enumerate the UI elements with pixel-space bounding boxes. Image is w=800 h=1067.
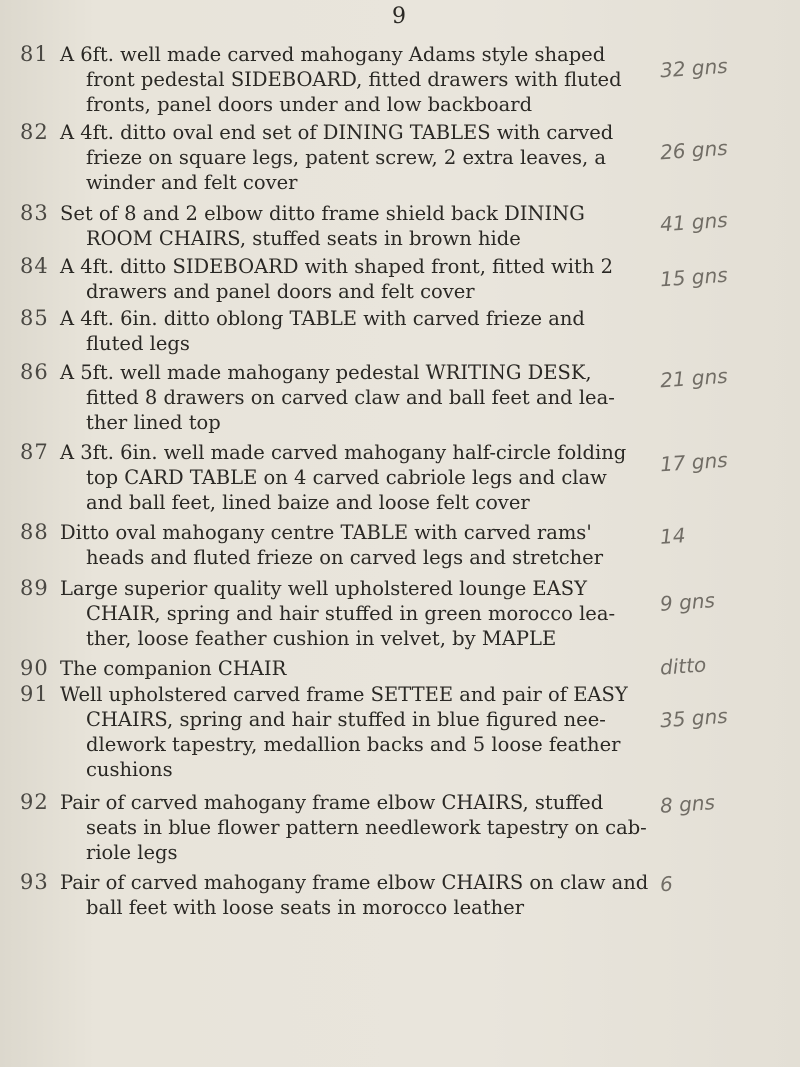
lot-line: and ball feet, lined baize and loose felt cover (86, 491, 530, 514)
lot-line: CHAIR, spring and hair stuffed in green morocco lea- (86, 602, 616, 625)
lot-line: heads and fluted frieze on carved legs and stretcher (86, 546, 604, 569)
lot-description (60, 440, 652, 515)
lot-line: riole legs (86, 841, 178, 864)
lot-number: 88 (20, 520, 49, 544)
lot-line: ther lined top (86, 411, 221, 434)
lot-line: frieze on square legs, patent screw, 2 extra leaves, a (86, 146, 606, 169)
handwritten-price: 9 gns (659, 588, 716, 616)
lot-line: The companion CHAIR (60, 657, 287, 680)
lot-description (60, 656, 652, 681)
lot-number: 89 (20, 576, 49, 600)
lot-description (60, 254, 652, 304)
handwritten-price: 21 gns (659, 363, 729, 393)
lot-line: Large superior quality well upholstered lounge EASY (60, 577, 587, 600)
lot-line: seats in blue flower pattern needlework tapestry on cab- (86, 816, 647, 839)
lot-line: fluted legs (86, 332, 190, 355)
lot-line: ball feet with loose seats in morocco leather (86, 896, 525, 919)
lot-number: 84 (20, 254, 49, 278)
lot-description (60, 576, 652, 651)
handwritten-price: 8 gns (659, 790, 716, 818)
lot-line: ther, loose feather cushion in velvet, by MAPLE (86, 627, 557, 650)
lot-number: 86 (20, 360, 49, 384)
lot-description (60, 682, 652, 782)
lot-line: ROOM CHAIRS, stuffed seats in brown hide (86, 227, 521, 250)
lot-line: CHAIRS, spring and hair stuffed in blue figured nee- (86, 708, 606, 731)
lot-line: drawers and panel doors and felt cover (86, 280, 475, 303)
lot-line: Pair of carved mahogany frame elbow CHAIRS on claw and (60, 871, 649, 894)
lot-description (60, 870, 652, 920)
lot-number: 82 (20, 120, 49, 144)
lot-line: front pedestal SIDEBOARD, fitted drawers with fluted (86, 68, 622, 91)
lot-number: 83 (20, 201, 49, 225)
lot-line: Well upholstered carved frame SETTEE and pair of EASY (60, 683, 628, 706)
page-number: 9 (392, 4, 406, 29)
handwritten-price: 35 gns (659, 703, 729, 733)
lot-description (60, 790, 652, 865)
lot-line: dlework tapestry, medallion backs and 5 loose feather (86, 733, 621, 756)
lot-description (60, 120, 652, 195)
handwritten-price: 17 gns (659, 447, 729, 477)
lot-line: A 4ft. ditto oval end set of DINING TABLES with carved (60, 121, 614, 144)
lot-description (60, 520, 652, 570)
lot-line: A 5ft. well made mahogany pedestal WRITING DESK, (60, 361, 592, 384)
lot-line: A 6ft. well made carved mahogany Adams style shaped (60, 43, 606, 66)
lot-line: winder and felt cover (86, 171, 298, 194)
lot-number: 85 (20, 306, 49, 330)
handwritten-price: 41 gns (659, 207, 729, 237)
lot-number: 81 (20, 42, 49, 66)
lot-line: A 4ft. ditto SIDEBOARD with shaped front, fitted with 2 (60, 255, 613, 278)
lot-number: 90 (20, 656, 49, 680)
handwritten-price: 32 gns (659, 53, 729, 83)
lot-line: fronts, panel doors under and low backboard (86, 93, 533, 116)
lot-line: top CARD TABLE on 4 carved cabriole legs and claw (86, 466, 607, 489)
lot-line: A 3ft. 6in. well made carved mahogany half-circle folding (60, 441, 627, 464)
lot-line: fitted 8 drawers on carved claw and ball feet and lea- (86, 386, 615, 409)
lot-description (60, 201, 652, 251)
lot-line: Set of 8 and 2 elbow ditto frame shield back DINING (60, 202, 585, 225)
lot-number: 93 (20, 870, 49, 894)
lot-number: 87 (20, 440, 49, 464)
lot-line: Pair of carved mahogany frame elbow CHAIRS, stuffed (60, 791, 604, 814)
lot-number: 91 (20, 682, 49, 706)
handwritten-price: 26 gns (659, 135, 729, 165)
handwritten-price: ditto (659, 652, 707, 680)
handwritten-price: 14 (659, 523, 687, 549)
lot-line: Ditto oval mahogany centre TABLE with carved rams' (60, 521, 592, 544)
handwritten-price: 6 (659, 871, 674, 897)
lot-description (60, 360, 652, 435)
lot-line: cushions (86, 758, 173, 781)
lot-line: A 4ft. 6in. ditto oblong TABLE with carved frieze and (60, 307, 585, 330)
lot-description (60, 306, 652, 356)
lot-description (60, 42, 652, 117)
handwritten-price: 15 gns (659, 262, 729, 292)
lot-number: 92 (20, 790, 49, 814)
